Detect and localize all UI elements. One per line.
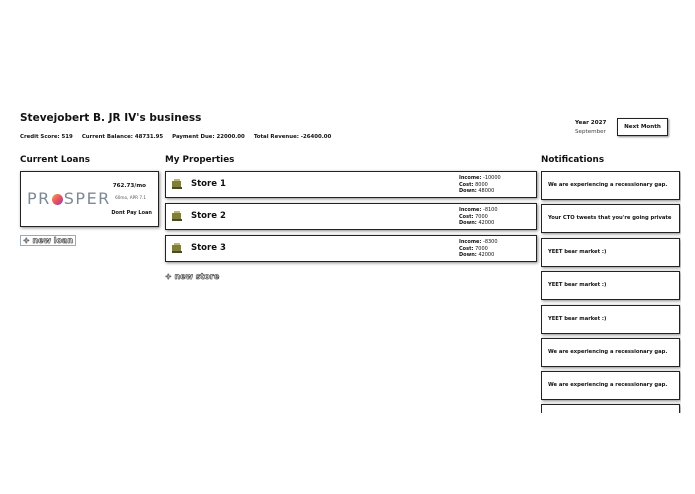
property-cost: 7000 bbox=[475, 213, 488, 220]
property-income: -10000 bbox=[483, 175, 501, 181]
business-title: Stevejobert B. JR IV's business bbox=[20, 112, 202, 124]
month-label: September bbox=[575, 129, 606, 135]
notification-item: We are experiencing a recessionary gap. bbox=[541, 171, 680, 200]
store-icon bbox=[172, 211, 182, 221]
credit-score: Credit Score: 519 bbox=[20, 134, 73, 140]
notification-item: Your CTO tweets that you're going private bbox=[541, 204, 680, 233]
property-card[interactable] bbox=[165, 203, 537, 230]
properties-heading: My Properties bbox=[165, 155, 235, 165]
property-cost: 7000 bbox=[475, 245, 488, 252]
stats-bar bbox=[20, 134, 331, 140]
dont-pay-loan-button[interactable]: Dont Pay Loan bbox=[111, 210, 152, 216]
notifications-list[interactable] bbox=[541, 171, 681, 413]
loans-heading: Current Loans bbox=[20, 155, 90, 165]
notification-item: We are experiencing a recessionary gap. bbox=[541, 371, 680, 400]
total-revenue: Total Revenue: -26400.00 bbox=[253, 134, 332, 140]
notification-item: YEET bear market :) bbox=[541, 305, 680, 334]
loan-amount: 762.73/mo bbox=[112, 183, 146, 189]
store-icon bbox=[172, 179, 182, 189]
property-down: 48000 bbox=[478, 188, 495, 194]
current-balance: Current Balance: 48731.95 bbox=[81, 134, 164, 140]
property-financials: Income: -10000 Cost: 8000 Down: 48000 bbox=[459, 175, 501, 194]
notifications-heading: Notifications bbox=[541, 155, 605, 165]
notification-item: We are experiencing a recessionary gap. bbox=[541, 338, 680, 367]
new-loan-button[interactable]: + new loan bbox=[20, 235, 76, 246]
property-card[interactable] bbox=[165, 171, 537, 198]
property-income: -8300 bbox=[483, 239, 498, 245]
property-name: Store 1 bbox=[191, 179, 226, 189]
payment-due: Payment Due: 22000.00 bbox=[172, 134, 245, 140]
property-card[interactable] bbox=[165, 235, 537, 262]
property-financials: Income: -8300 Cost: 7000 Down: 42000 bbox=[459, 239, 498, 258]
property-financials: Income: -8100 Cost: 7000 Down: 42000 bbox=[459, 207, 498, 226]
notification-item bbox=[541, 404, 680, 413]
next-month-button[interactable]: Next Month bbox=[617, 118, 668, 136]
notification-item: YEET bear market :) bbox=[541, 238, 680, 267]
property-down: 42000 bbox=[478, 252, 495, 258]
new-store-button[interactable]: + new store bbox=[165, 272, 220, 281]
loan-card bbox=[20, 171, 159, 227]
property-name: Store 3 bbox=[191, 243, 226, 253]
property-cost: 8000 bbox=[475, 181, 488, 188]
property-down: 42000 bbox=[478, 220, 495, 226]
year-label: Year 2027 bbox=[575, 120, 607, 126]
store-icon bbox=[172, 243, 182, 253]
date-display bbox=[575, 119, 606, 137]
notification-item: YEET bear market :) bbox=[541, 271, 680, 300]
property-name: Store 2 bbox=[191, 211, 226, 221]
prosper-logo: PR SPER bbox=[27, 189, 111, 208]
property-income: -8100 bbox=[483, 207, 498, 213]
loan-terms: 60mo, APR 7.1 bbox=[115, 195, 146, 200]
